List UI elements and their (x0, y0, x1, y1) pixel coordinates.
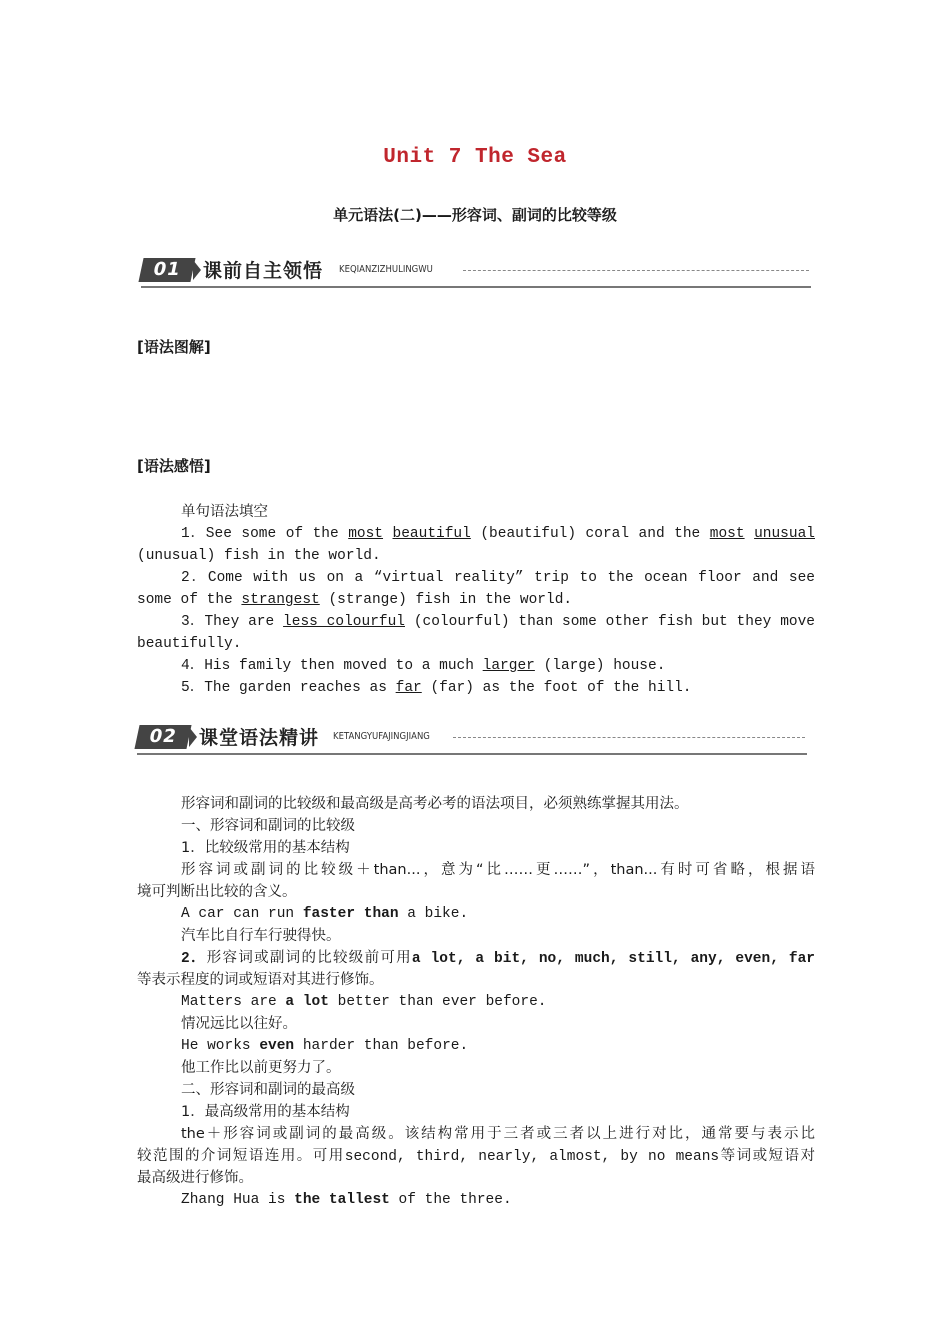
q3-answer: less colourful (283, 614, 405, 630)
badge-arrow-icon (189, 727, 197, 747)
example-4 (137, 1189, 815, 1211)
modifier-rule-line-2: 等表示程度的词或短语对其进行修饰。 (137, 972, 384, 988)
example-1-translation: 汽车比自行车行驶得快。 (181, 928, 341, 944)
example-1 (137, 903, 815, 925)
lecture-intro: 形容词和副词的比较级和最高级是高考必考的语法项目，必须熟练掌握其用法。 (181, 796, 689, 812)
modifier-rule-text: 形容词或副词的比较级前可用 (206, 950, 412, 966)
question-1-line-1 (137, 523, 815, 545)
question-5 (137, 677, 815, 699)
page-subtitle: 单元语法(二)——形容词、副词的比较等级 (333, 206, 617, 224)
question-4 (137, 655, 815, 677)
question-1-line-2: (unusual) fish in the world. (137, 548, 381, 564)
example-3 (137, 1035, 815, 1057)
superlative-explanation-3: 最高级进行修饰。 (137, 1170, 253, 1186)
label-grammar-insight: [语法感悟] (137, 457, 211, 475)
example-4-bold: the tallest (294, 1192, 390, 1208)
q1-answer-1a: most (348, 526, 384, 542)
banner-underline (141, 286, 811, 288)
lecture-block (137, 793, 815, 1211)
q1-answer-2a: most (709, 526, 745, 542)
heading-comparative-structure: 1．比较级常用的基本结构 (181, 840, 350, 856)
comparative-explanation-2: 境可判断出比较的含义。 (137, 884, 297, 900)
example-3-a: He works (181, 1038, 260, 1054)
heading-comparative: 一、形容词和副词的比较级 (181, 818, 355, 834)
superlative-modifiers: second, third, nearly, almost, by no means (344, 1149, 720, 1165)
example-3-bold: even (259, 1038, 295, 1054)
example-4-c: of the three. (389, 1192, 512, 1208)
modifier-rule-line-1 (137, 947, 815, 969)
section-badge-2: 02 (134, 725, 191, 749)
example-2-translation: 情况远比以往好。 (181, 1016, 297, 1032)
q4-answer: larger (482, 658, 535, 674)
example-2-a: Matters are (181, 994, 286, 1010)
q2-text-c: (strange) fish in the world. (319, 592, 573, 608)
example-1-bold: faster than (302, 906, 399, 922)
example-3-translation: 他工作比以前更努力了。 (181, 1060, 341, 1076)
question-2-line-1: 2．Come with us on a “virtual reality” trip to the ocean floor and see (181, 570, 815, 586)
q5-text-b: (far) as the foot of the hill. (421, 680, 692, 696)
superlative-text-b: 等词或短语对 (719, 1148, 815, 1164)
superlative-text-a: 较范围的介词短语连用。可用 (137, 1148, 345, 1164)
exercise-block (137, 501, 815, 699)
label-grammar-diagram: [语法图解] (137, 338, 211, 356)
example-2-bold: a lot (285, 994, 329, 1010)
example-2 (137, 991, 815, 1013)
q1-text-a: 1．See some of the (181, 526, 349, 542)
exercise-heading: 单句语法填空 (181, 504, 268, 520)
question-3-line-1 (137, 611, 815, 633)
example-4-a: Zhang Hua is (181, 1192, 295, 1208)
example-1-c: a bike. (398, 906, 469, 922)
question-3-line-2: beautifully. (137, 636, 242, 652)
q1-text-b: (beautiful) coral and the (470, 526, 710, 542)
dashed-divider (453, 737, 805, 738)
q4-text-a: 4．His family then moved to a much (181, 658, 483, 674)
q2-answer: strangest (241, 592, 320, 608)
heading-superlative: 二、形容词和副词的最高级 (181, 1082, 355, 1098)
example-2-c: better than ever before. (328, 994, 547, 1010)
q3-text-b: (colourful) than some other fish but they move (405, 614, 815, 630)
q4-text-b: (large) house. (534, 658, 666, 674)
dashed-divider (463, 270, 809, 271)
banner-underline (137, 753, 807, 755)
modifier-rule-number: 2． (181, 951, 207, 967)
comparative-explanation-1: 形容词或副词的比较级＋than...，意为“比……更……”，than...有时可省略，根据语 (181, 862, 815, 878)
modifier-words: a lot, a bit, no, much, still, any, even, far (411, 951, 815, 967)
section-pinyin-1: KEQIANZIZHULINGWU (339, 264, 433, 275)
q1-answer-2b: unusual (754, 526, 815, 542)
section-pinyin-2: KETANGYUFAJINGJIANG (333, 731, 430, 742)
q1-answer-1b: beautiful (392, 526, 471, 542)
heading-superlative-structure: 1．最高级常用的基本结构 (181, 1104, 350, 1120)
superlative-explanation-1: the＋形容词或副词的最高级。该结构常用于三者或三者以上进行对比，通常要与表示比 (181, 1126, 815, 1142)
badge-arrow-icon (193, 260, 201, 280)
page-title: Unit 7 The Sea (383, 146, 567, 169)
question-2-line-2 (137, 589, 815, 611)
q3-text-a: 3．They are (181, 614, 284, 630)
superlative-explanation-2 (137, 1145, 815, 1167)
section-banner-1 (141, 256, 811, 290)
example-1-a: A car can run (181, 906, 303, 922)
section-banner-2 (137, 723, 807, 757)
section-title-1: 课前自主领悟 (203, 260, 324, 282)
q5-text-a: 5．The garden reaches as (181, 680, 396, 696)
section-badge-1: 01 (138, 258, 195, 282)
section-title-2: 课堂语法精讲 (199, 727, 320, 749)
q2-text-b: some of the (137, 592, 242, 608)
example-3-c: harder than before. (294, 1038, 469, 1054)
q5-answer: far (395, 680, 422, 696)
